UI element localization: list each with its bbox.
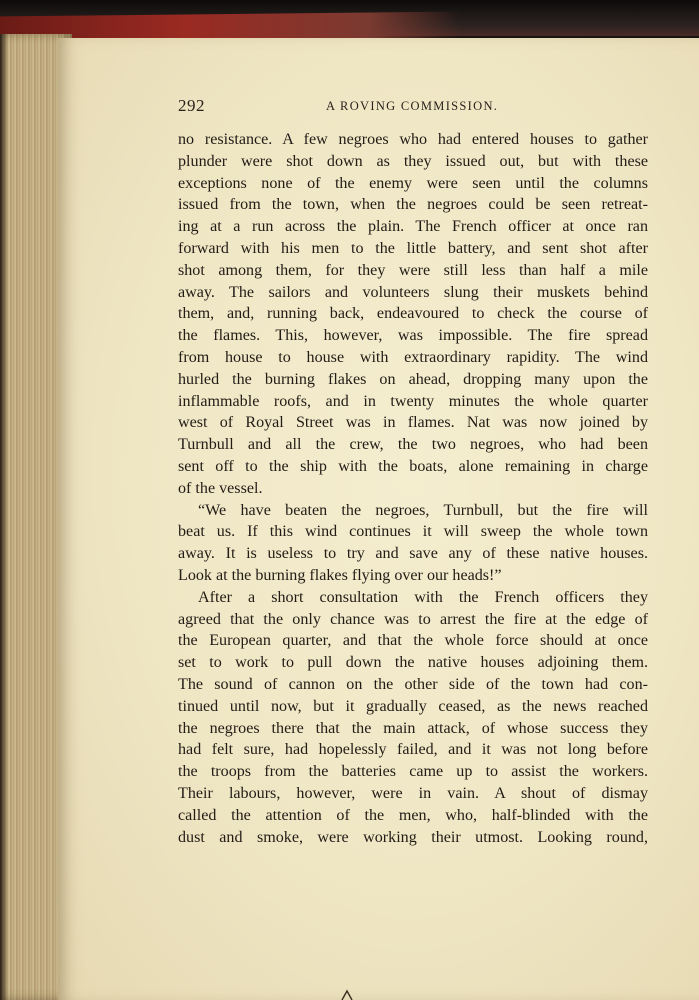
text-line: Turnbull and all the crew, the two negroes, who had been	[178, 436, 648, 454]
text-line: west of Royal Street was in flames. Nat was now joined by	[178, 414, 648, 432]
text-line: “We have beaten the negroes, Turnbull, but the fire will	[198, 501, 648, 519]
text-line: no resistance. A few negroes who had entered houses to gather	[178, 131, 648, 148]
text-line: forward with his men to the little battery, and sent shot after	[178, 239, 648, 257]
text-line: the European quarter, and that the whole force should at once	[178, 632, 648, 650]
page-number: 292	[178, 96, 205, 115]
text-line: the troops from the batteries came up to assist the workers.	[178, 763, 648, 781]
text-line: ing at a run across the plain. The French officer at once ran	[178, 218, 648, 236]
text-line: The sound of cannon on the other side of the town had con-	[178, 675, 648, 693]
text-line: Look at the burning flakes flying over our heads!”	[178, 566, 502, 584]
text-line: hurled the burning flakes on ahead, dropping many upon the	[178, 370, 648, 388]
printer-mark-icon	[340, 988, 354, 1000]
running-head	[178, 96, 648, 118]
text-line: away. The sailors and volunteers slung their muskets behind	[178, 283, 648, 301]
text-line: beat us. If this wind continues it will sweep the whole town	[178, 523, 648, 541]
text-line: away. It is useless to try and save any of these native houses.	[178, 545, 648, 563]
text-line: the flames. This, however, was impossible. The fire spread	[178, 327, 648, 345]
spine-shadow	[0, 34, 8, 1000]
text-line: called the attention of the men, who, half-blinded with the	[178, 806, 648, 824]
text-line: set to work to pull down the native houses adjoining them.	[178, 654, 648, 672]
text-line: exceptions none of the enemy were seen until the columns	[178, 174, 648, 192]
body-text	[178, 129, 648, 848]
text-line: dust and smoke, were working their utmost. Looking round,	[178, 828, 648, 846]
text-line: shot among them, for they were still less than half a mile	[178, 261, 648, 279]
text-line: of the vessel.	[178, 479, 263, 497]
text-line: had felt sure, had hopelessly failed, and it was not long before	[178, 741, 648, 759]
text-line: from house to house with extraordinary rapidity. The wind	[178, 348, 648, 366]
book-title: A ROVING COMMISSION.	[326, 99, 499, 113]
text-line: issued from the town, when the negroes could be seen retreat-	[178, 196, 648, 214]
text-line: sent off to the ship with the boats, alone remaining in charge	[178, 457, 648, 475]
text-line: agreed that the only chance was to arrest the fire at the edge of	[178, 610, 648, 628]
text-line: Their labours, however, were in vain. A shout of dismay	[178, 784, 648, 802]
text-line: inflammable roofs, and in twenty minutes the whole quarter	[178, 392, 648, 410]
text-line: tinued until now, but it gradually ceased, as the news reached	[178, 697, 648, 715]
text-line: them, and, running back, endeavoured to check the course of	[178, 305, 648, 323]
text-line: plunder were shot down as they issued out, but with these	[178, 152, 648, 170]
text-line: After a short consultation with the French officers they	[198, 588, 648, 606]
text-line: the negroes there that the main attack, of whose success they	[178, 719, 648, 737]
